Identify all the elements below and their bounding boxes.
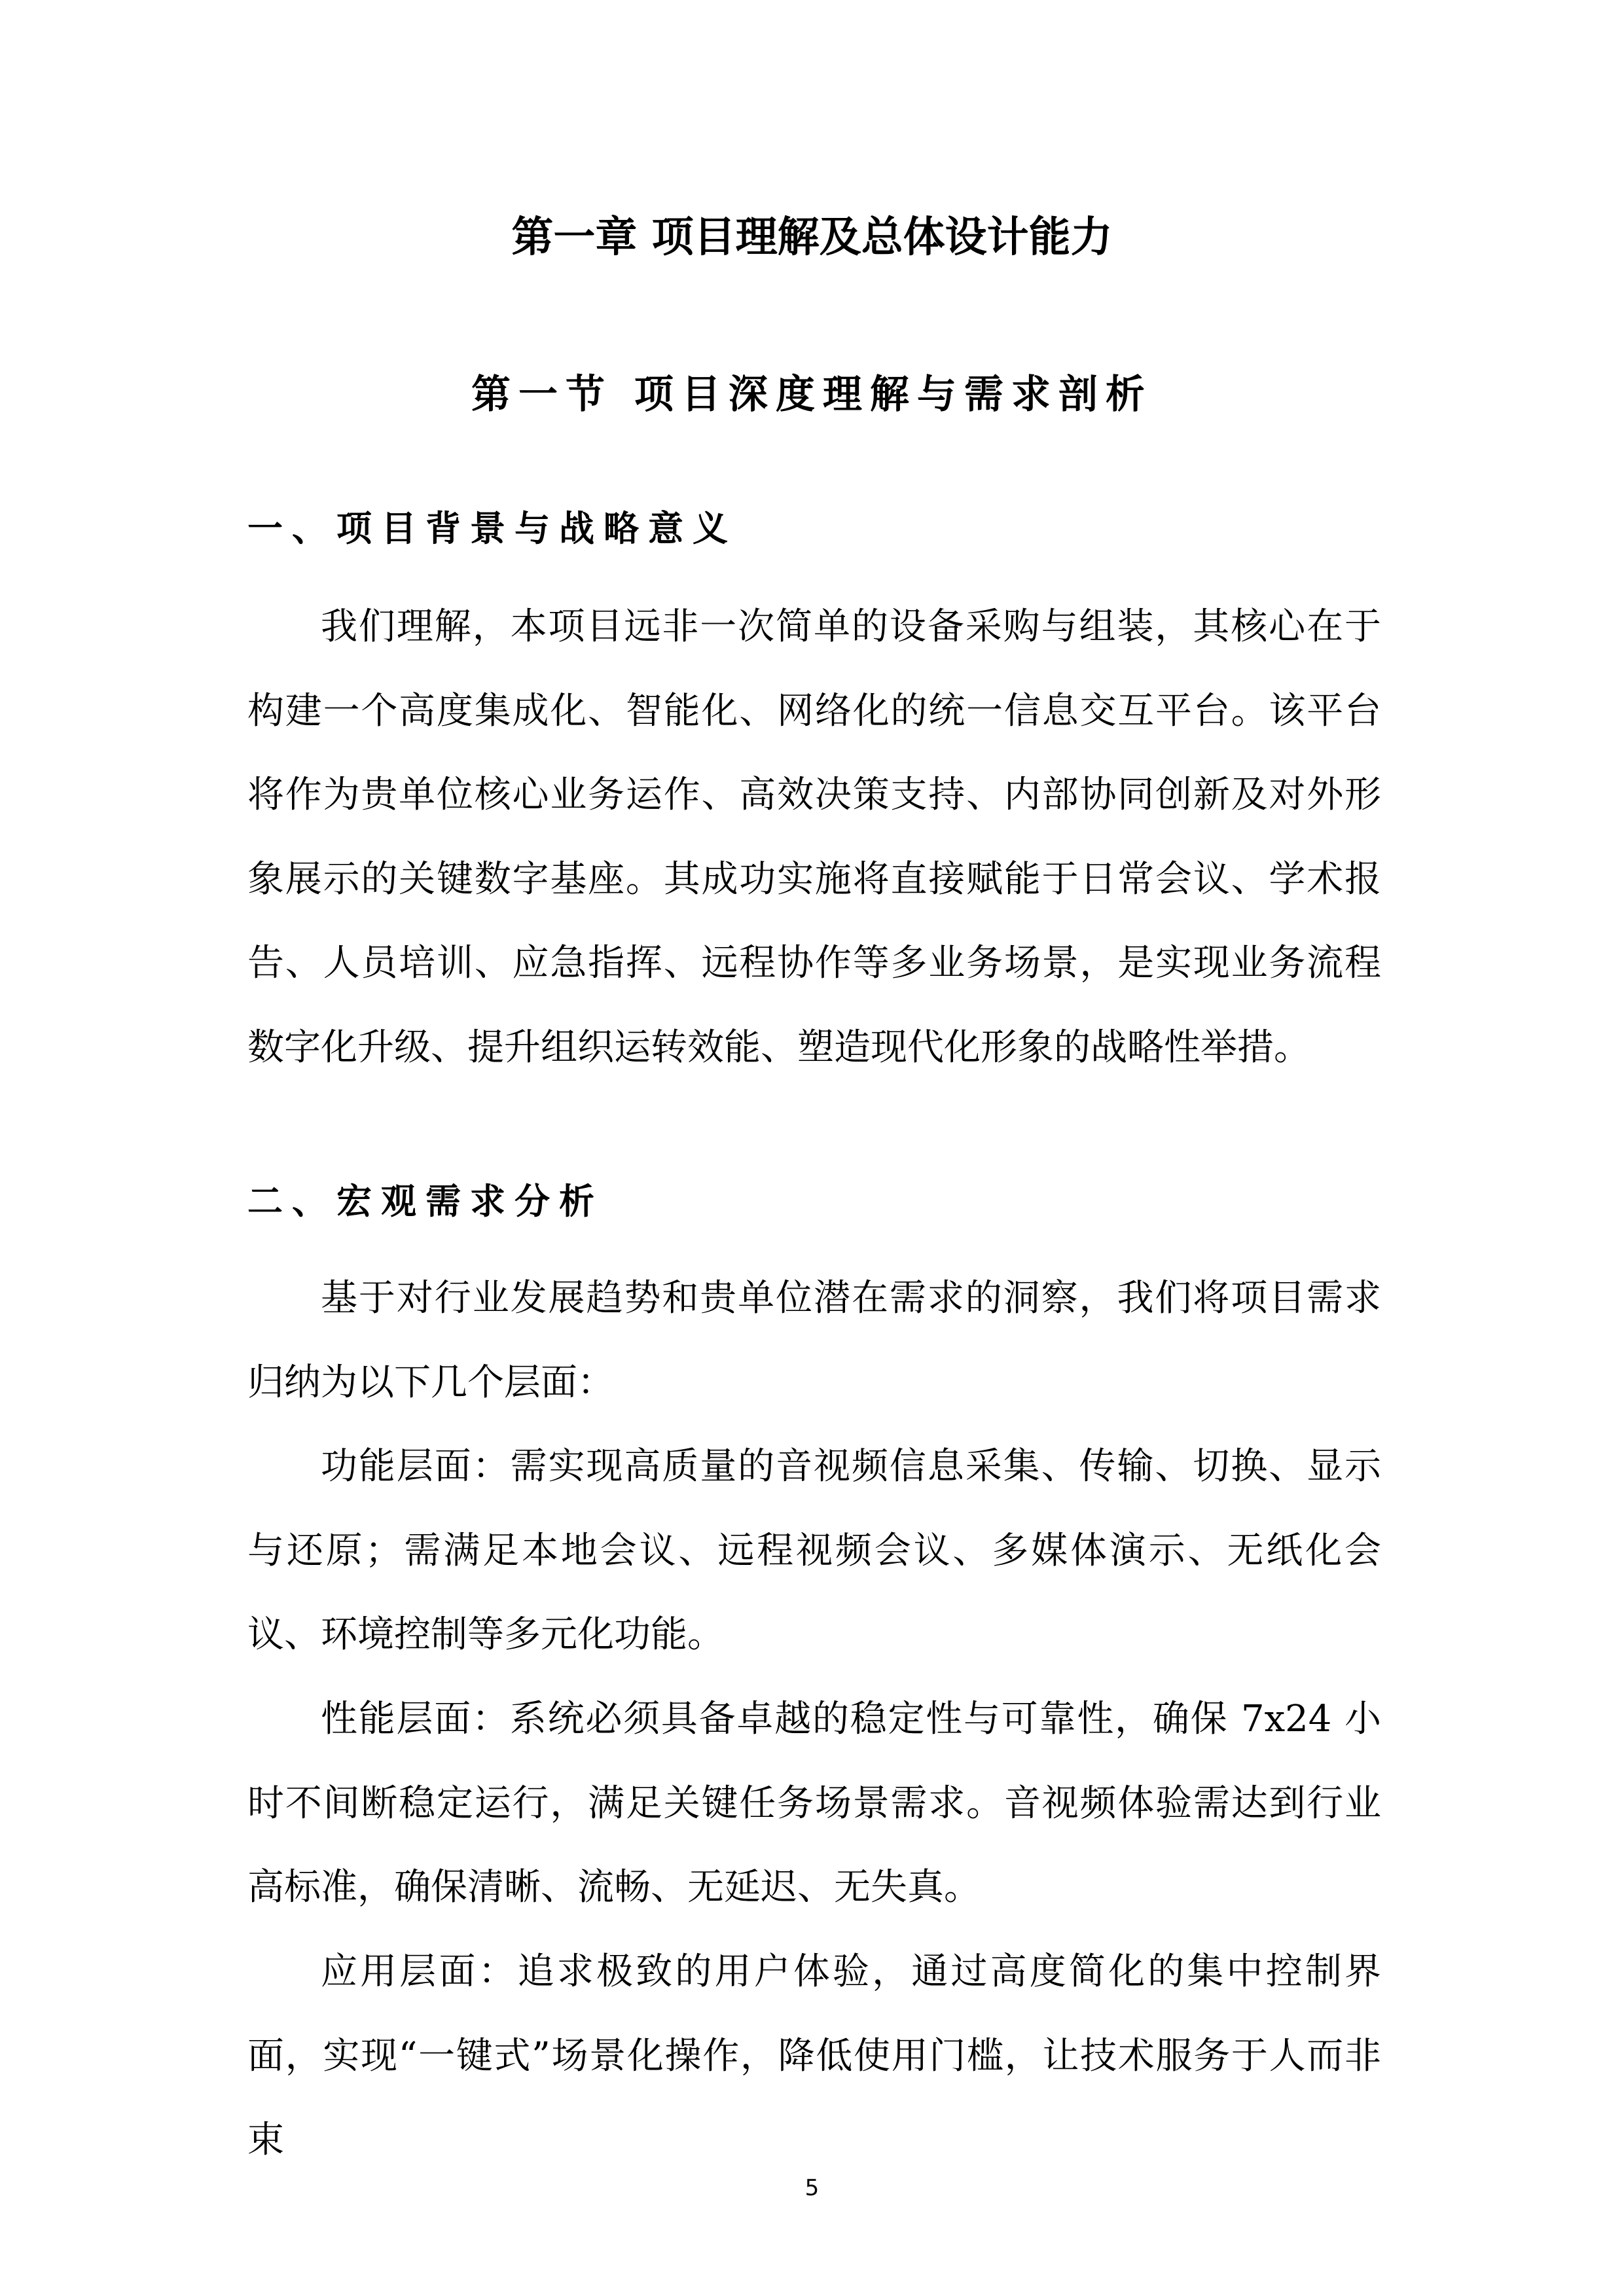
heading-project-background: 一、项目背景与战略意义 (247, 507, 737, 549)
chapter-title: 第一章 项目理解及总体设计能力 (511, 213, 1113, 262)
paragraph-demand-intro: 基于对行业发展趋势和贵单位潜在需求的洞察，我们将项目需求归纳为以下几个层面： (247, 1277, 1381, 1404)
paragraph-functional-level: 功能层面：需实现高质量的音视频信息采集、传输、切换、显示与还原；需满足本地会议、远程视频会议、多媒体演示、无纸化会议、环境控制等多元化功能。 (247, 1445, 1381, 1656)
paragraph-performance-level: 性能层面：系统必须具备卓越的稳定性与可靠性，确保 7x24 小时不间断稳定运行，满足关键任务场景需求。音视频体验需达到行业高标准，确保清晰、流畅、无延迟、无失真。 (247, 1698, 1381, 1909)
section-title: 第一节 项目深度理解与需求剖析 (471, 372, 1153, 418)
heading-macro-demand: 二、宏观需求分析 (247, 1180, 604, 1222)
paragraph-application-level: 应用层面：追求极致的用户体验，通过高度简化的集中控制界面，实现“一键式”场景化操作，降低使用门槛，让技术服务于人而非束 (247, 1950, 1381, 2161)
page-number: 5 (804, 2175, 820, 2201)
paragraph-project-background: 我们理解，本项目远非一次简单的设备采购与组装，其核心在于构建一个高度集成化、智能化、网络化的统一信息交互平台。该平台将作为贵单位核心业务运作、高效决策支持、内部协同创新及对外形象展示的关键数字基座。其成功实施将直接赋能于日常会议、学术报告、人员培训、应急指挥、远程协作等多业务场景，是实现业务流程数字化升级、提升组织运转效能、塑造现代化形象的战略性举措。 (247, 605, 1381, 1069)
